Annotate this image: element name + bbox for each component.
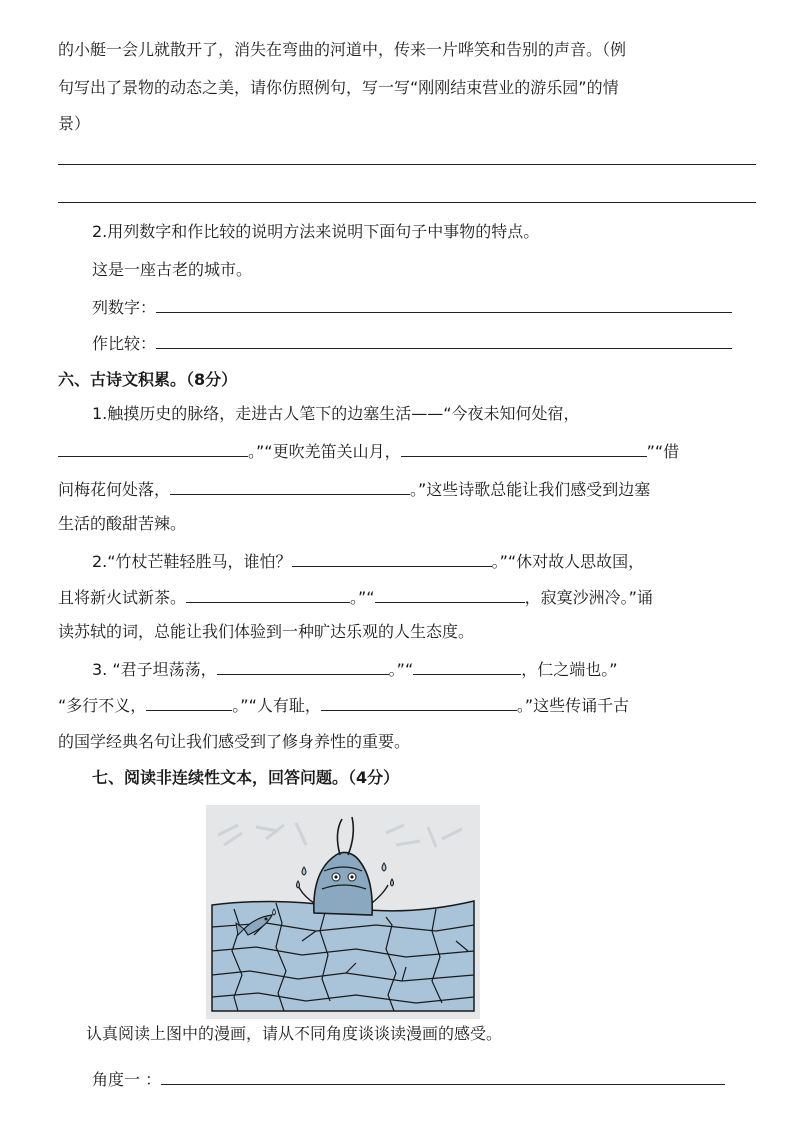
poem-blank-4[interactable] [292,548,492,567]
numbers-answer-row [92,294,756,320]
poem-q1-line-d: 生活的酸甜苦辣。 [58,514,187,533]
poem-q2-text-b-mid: 。”“ [350,588,375,607]
poem-blank-3[interactable] [170,476,410,495]
compare-label: 作比较： [92,334,157,353]
poem-blank-10[interactable] [321,692,517,711]
poem-blank-8[interactable] [413,656,521,675]
poem-q2-text-a: 2.“竹杖芒鞋轻胜马，谁怕？ [92,552,292,571]
angle-1-label: 角度一 ： [92,1070,162,1089]
poem-q1-line-c [58,476,756,502]
answer-line-1[interactable] [58,164,756,165]
question-2-title: 2.用列数字和作比较的说明方法来说明下面句子中事物的特点。 [92,222,540,241]
poem-q1-text-b: 。”“更吹羌笛关山月， [248,442,401,461]
poem-q3-text-a-mid: 。”“ [388,660,414,679]
numbers-label: 列数字： [92,298,157,317]
poem-q3-text-a: 3. “君子坦荡荡， [92,660,217,679]
poem-q1-line-b [58,438,756,464]
instruction-line-1: 的小艇一会儿就散开了，消失在弯曲的河道中，传来一片哗笑和告别的声音。（例 [58,40,627,59]
angle-1-answer-blank[interactable] [161,1066,725,1085]
poem-q3-text-b: “多行不义， [58,696,147,715]
question-2-sentence: 这是一座古老的城市。 [92,260,253,279]
poem-q3-line-b [58,692,756,718]
poem-blank-7[interactable] [217,656,389,675]
poem-q1-text-c-end: 。”这些诗歌总能让我们感受到边塞 [410,480,651,499]
poem-q2-line-b [58,584,756,610]
poem-blank-2[interactable] [401,438,647,457]
section-6-heading: 六、古诗文积累。（8分） [58,370,238,389]
poem-q1-line-a: 1.触摸历史的脉络，走进古人笔下的边塞生活——“今夜未知何处宿， [92,404,580,423]
instruction-line-3: 景） [58,114,91,133]
compare-answer-blank[interactable] [156,330,732,349]
fish-comic-image [206,805,480,1019]
poem-q2-text-a-end: 。”“休对故人思故国， [491,552,645,571]
poem-q2-text-b: 且将新火试新茶。 [58,588,187,607]
numbers-answer-blank[interactable] [156,294,732,313]
poem-q1-text-c: 问梅花何处落， [58,480,171,499]
poem-q2-line-a [92,548,756,574]
comic-instruction: 认真阅读上图中的漫画，请从不同角度谈谈读漫画的感受。 [86,1024,503,1043]
poem-q3-text-a-end: ，仁之端也。” [521,660,618,679]
angle-1-answer-row [92,1066,756,1092]
poem-q3-text-b-end: 。”这些传诵千古 [516,696,630,715]
answer-line-2[interactable] [58,202,756,203]
compare-answer-row [92,330,756,356]
poem-blank-5[interactable] [186,584,350,603]
poem-q1-text-b-tail: ”“借 [646,442,680,461]
poem-blank-9[interactable] [146,692,232,711]
poem-q2-text-b-end: ，寂寞沙洲冷。”诵 [524,588,653,607]
poem-q2-line-c: 读苏轼的词，总能让我们体验到一种旷达乐观的人生态度。 [58,622,475,641]
poem-q3-text-b-mid: 。”“人有耻， [232,696,321,715]
poem-q3-line-a [92,656,756,682]
poem-blank-6[interactable] [375,584,525,603]
poem-q3-line-c: 的国学经典名句让我们感受到了修身养性的重要。 [58,732,411,751]
section-7-heading: 七、阅读非连续性文本，回答问题。（4分） [92,768,400,787]
poem-blank-1[interactable] [58,438,248,457]
instruction-line-2: 句写出了景物的动态之美，请你仿照例句，写一写“刚刚结束营业的游乐园”的情 [58,78,619,97]
